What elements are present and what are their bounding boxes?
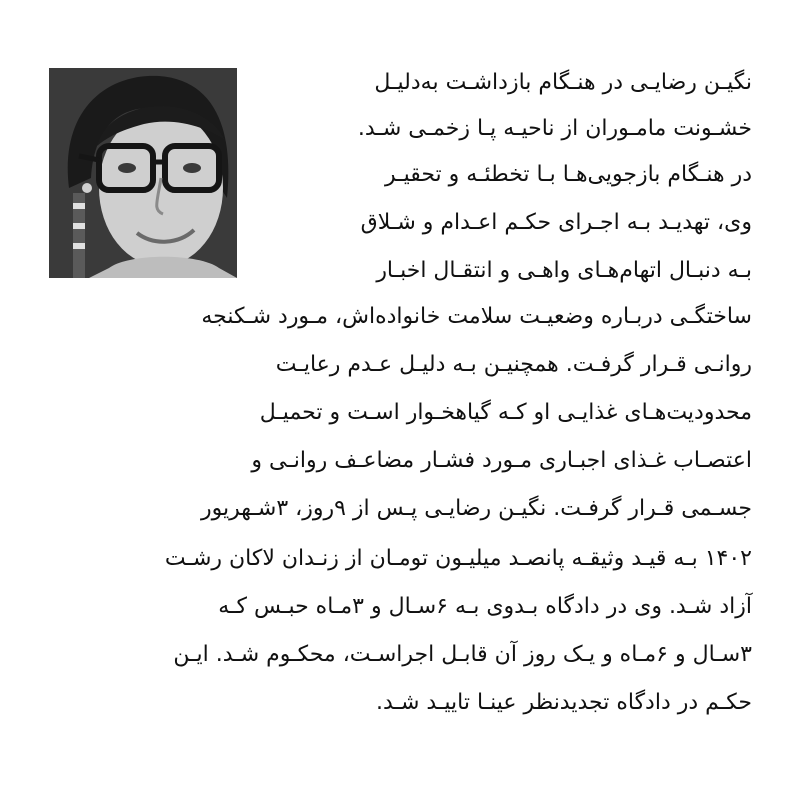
article-line: آزاد شـد. وی در دادگاه بـدوی بـه ۶سـال و ۳مـاه حبـس کـه — [218, 594, 752, 619]
article-line: بـه دنبـال اتهام‌هـای واهـی و انتقـال اخبـار — [376, 258, 752, 283]
article-line: ۳سـال و ۶مـاه و یـک روز آن قابـل اجراسـت، محکـوم شـد. ایـن — [173, 642, 752, 667]
article-line: خشـونت مامـوران از ناحیـه پـا زخمـی شـد. — [357, 116, 752, 141]
article-line: وی، تهدیـد بـه اجـرای حکـم اعـدام و شـلاق — [360, 210, 752, 235]
article-line: اعتصـاب غـذای اجبـاری مـورد فشـار مضاعـف روانـی و — [251, 448, 752, 473]
article-line: نگیـن رضایـی در هنـگام بازداشـت به‌دلیـل — [374, 70, 752, 95]
article-line: ساختگـی دربـاره وضعیـت سلامت خانواده‌اش، مـورد شـکنجه — [201, 304, 752, 329]
article-line: ۱۴۰۲ بـه قیـد وثیقـه پانصـد میلیـون تومـان از زنـدان لاکان رشـت — [164, 546, 752, 571]
article-line: محدودیت‌هـای غذایـی او کـه گیاهخـوار اسـت و تحمیـل — [259, 400, 752, 425]
article-line: روانـی قـرار گرفـت. همچنیـن بـه دلیـل عـدم رعایـت — [275, 352, 752, 377]
article-line: جسـمی قـرار گرفـت. نگیـن رضایـی پـس از ۹روز، ۳شـهریور — [201, 496, 752, 521]
portrait-photo — [49, 68, 237, 278]
article-line: در هنـگام بازجویی‌هـا بـا تخطئـه و تحقیـر — [385, 162, 752, 187]
article-line: حکـم در دادگاه تجدیدنظر عینـا تاییـد شـد. — [375, 690, 752, 715]
